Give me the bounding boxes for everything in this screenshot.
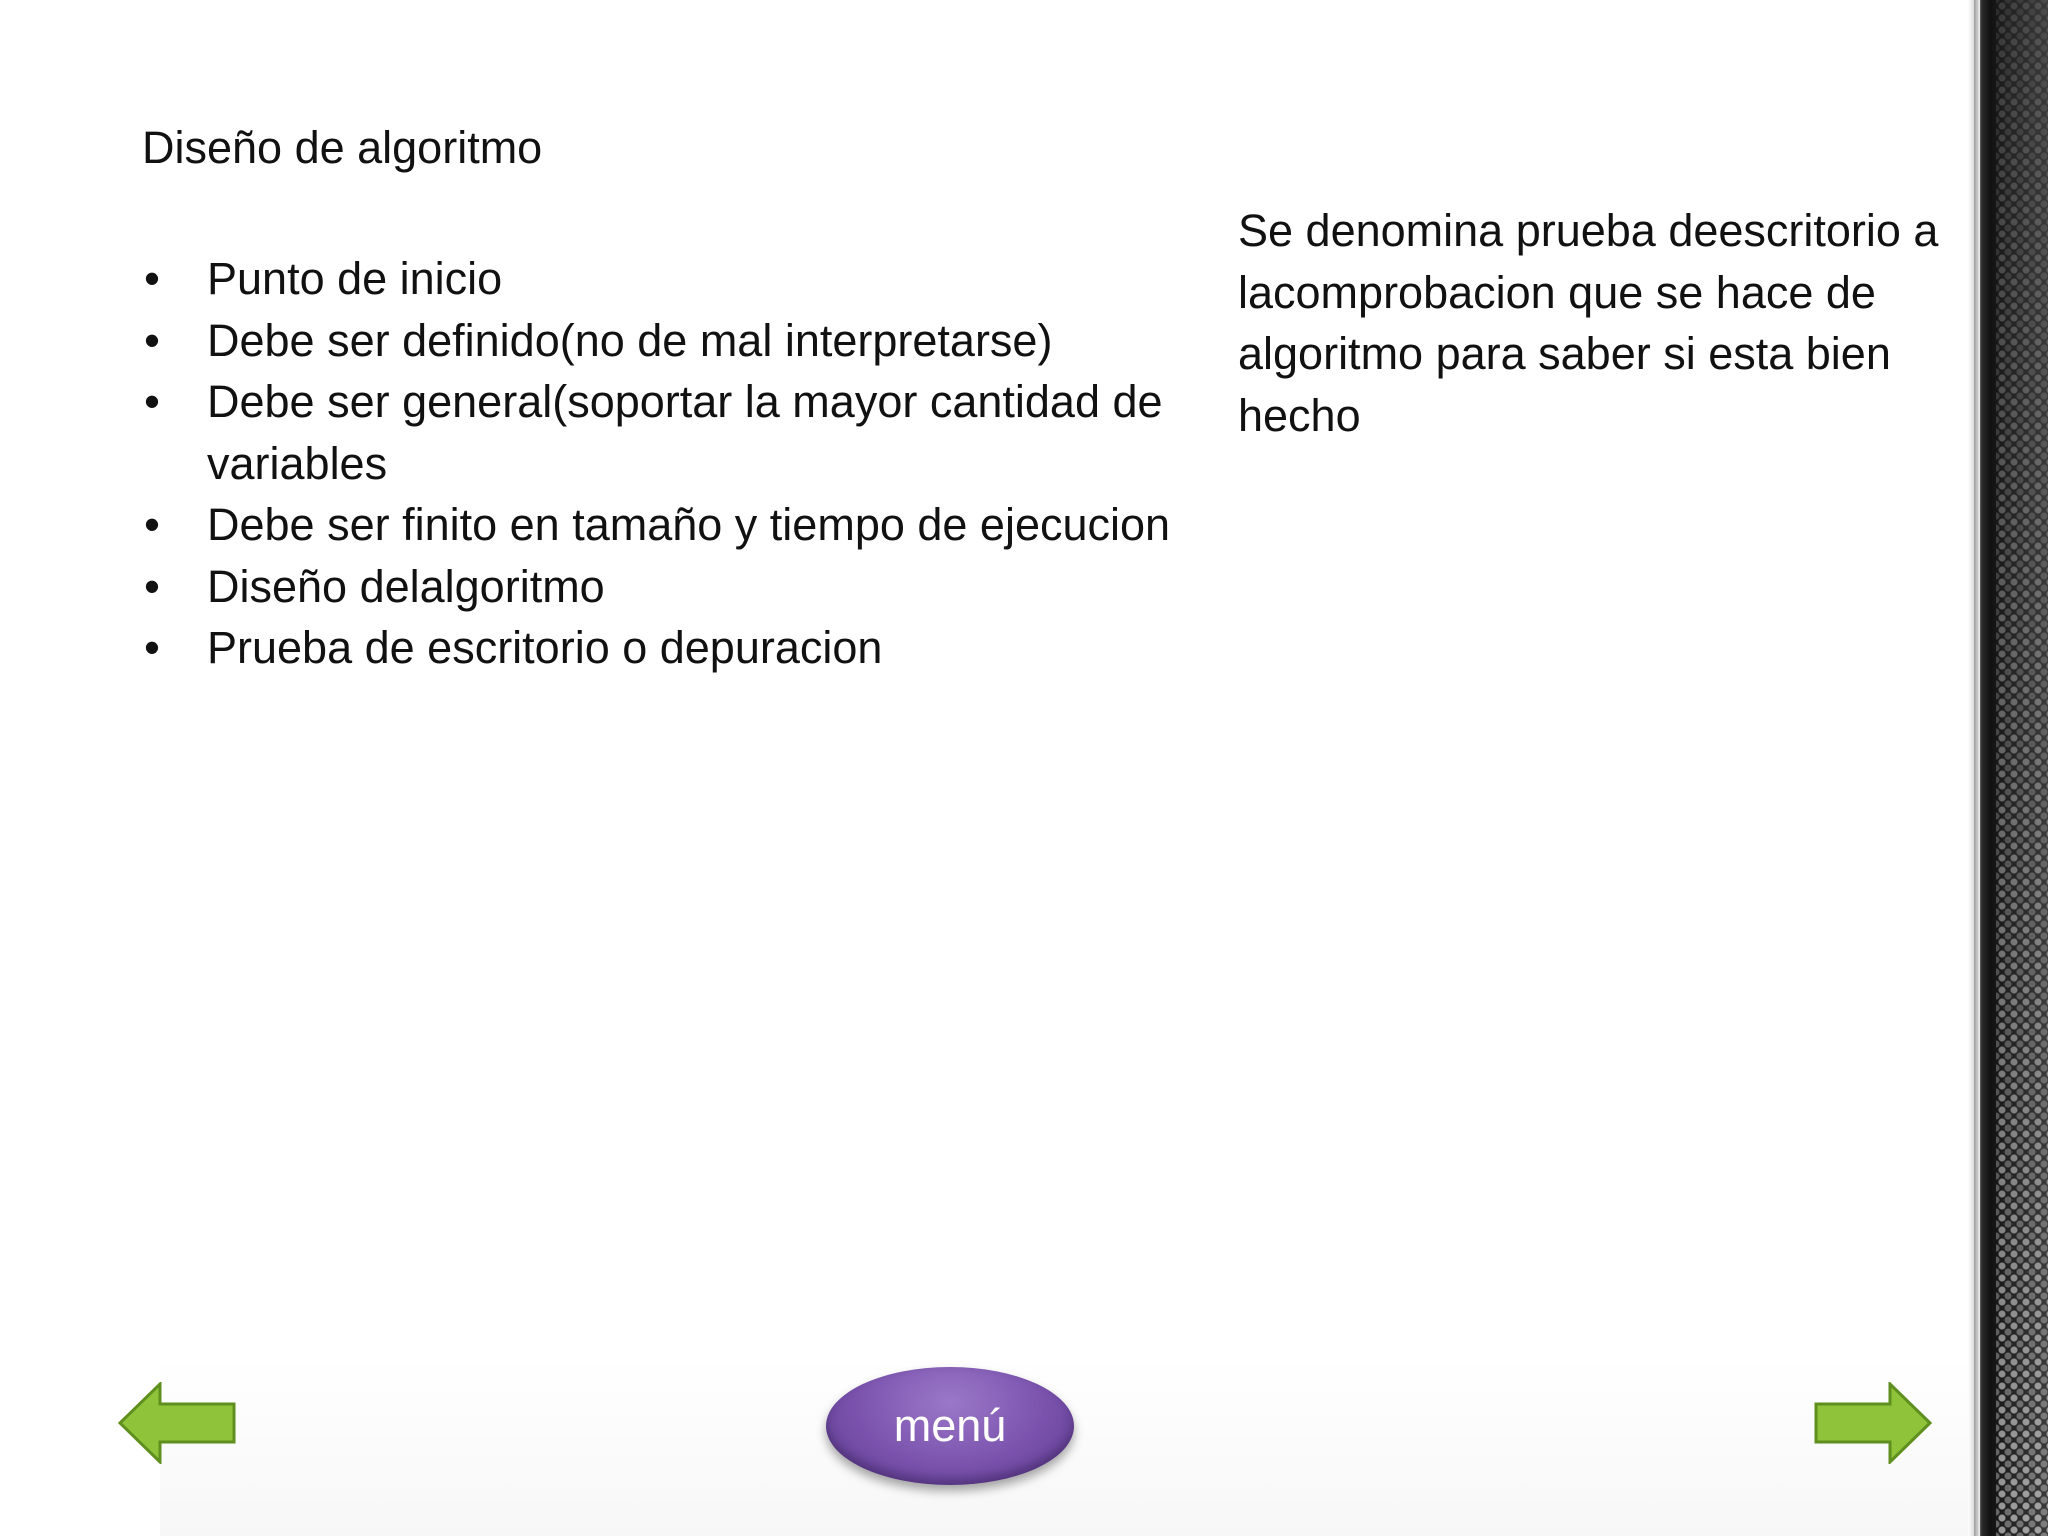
bullet-item (142, 617, 1182, 679)
left-arrow-icon (118, 1382, 238, 1464)
bullet-marker: • (144, 253, 160, 304)
previous-slide-button[interactable] (118, 1382, 238, 1464)
bullet-marker: • (144, 560, 160, 612)
menu-button[interactable] (826, 1367, 1074, 1485)
halftone-pattern (1996, 0, 2048, 1536)
bullet-list (142, 248, 1182, 679)
bullet-marker: • (144, 314, 160, 366)
slide-title: Diseño de algoritmo (142, 122, 543, 173)
bullet-text: Punto de inicio (207, 253, 503, 304)
bullet-item (142, 371, 1182, 494)
bullet-text: Diseño delalgoritmo (207, 560, 605, 612)
bullet-text: Debe ser definido(no de mal interpretarse) (207, 314, 1053, 366)
decorative-edge (1968, 0, 2048, 1536)
bullet-text: Prueba de escritorio o depuracion (207, 622, 883, 673)
bullet-item (142, 556, 1182, 618)
bullet-item (142, 494, 1182, 556)
bullet-text: Debe ser finito en tamaño y tiempo de ejecucion (207, 499, 1171, 550)
menu-button-label: menú (893, 1400, 1007, 1451)
side-note: Se denomina prueba deescritorio a lacomprobacion que se hace de algoritmo para saber si esta bien hecho (1238, 205, 1939, 441)
bullet-text: Debe ser general(soportar la mayor cantidad de variables (207, 376, 1163, 489)
bullet-marker: • (144, 622, 160, 673)
bullet-marker: • (144, 376, 160, 427)
bullet-marker: • (144, 499, 160, 550)
edge-highlight (1974, 0, 1980, 1536)
next-slide-button[interactable] (1812, 1382, 1932, 1464)
bullet-item (142, 310, 1182, 372)
bullet-item (142, 248, 1182, 310)
right-arrow-icon (1812, 1382, 1932, 1464)
